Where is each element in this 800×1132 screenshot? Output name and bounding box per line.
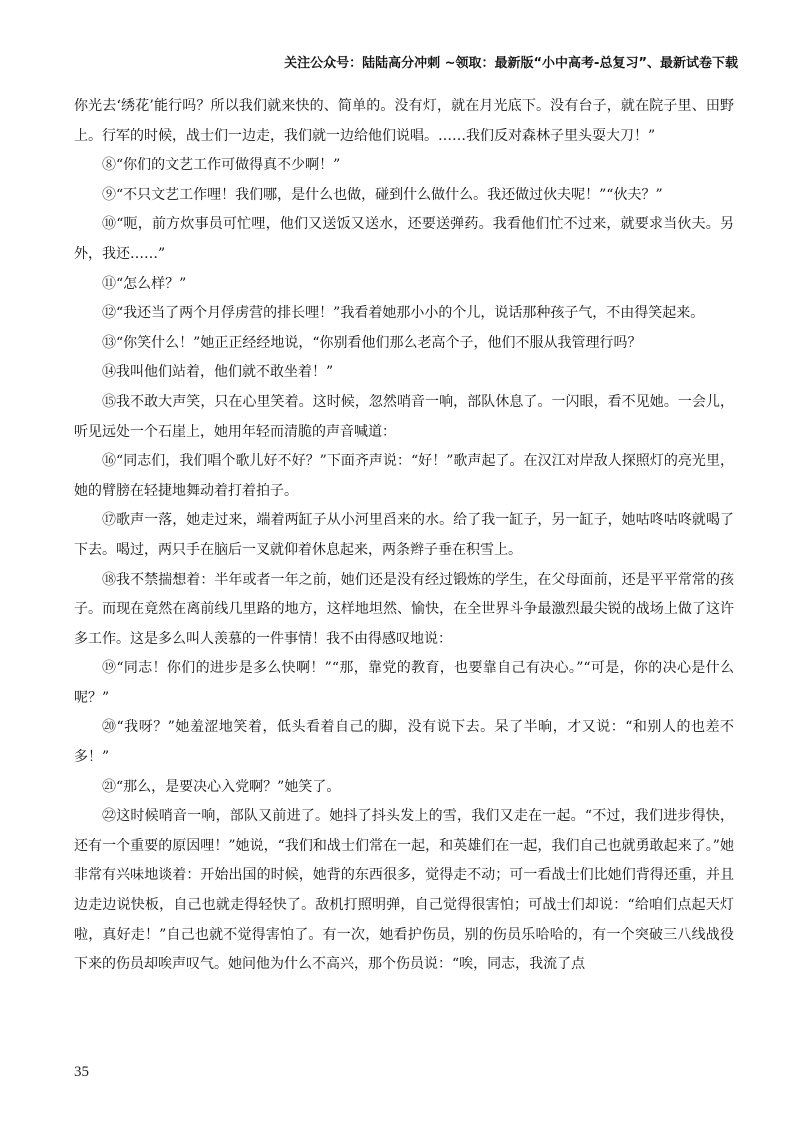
paragraph: ⑲“同志！你们的进步是多么快啊！”“那，靠党的教育，也要靠自己有决心。”“可是，你的决心是什么呢？” [74,660,734,706]
paragraph: ⑩“呃，前方炊事员可忙哩，他们又送饭又送水，还要送弹药。我看他们忙不过来，就要求当伙夫。另外，我还……” [74,216,734,262]
paragraph: ㉑“那么，是要决心入党啊？”她笑了。 [102,778,341,795]
paragraph: ⑬“你笑什么！”她正正经经地说，“你别看他们那么老高个子，他们不服从我管理行吗？ [102,334,642,351]
paragraph: ⑫“我还当了两个月俘虏营的排长哩！”我看着她那小小的个儿，说话那种孩子气，不由得笑起来。 [102,305,705,322]
paragraph: ⑰歌声一落，她走过来，端着两缸子从小河里舀来的水。给了我一缸子，另一缸子，她咕咚咕咚就喝了下去。喝过，两只手在脑后一叉就仰着休息起来，两条辫子垂在积雪上。 [74,512,734,558]
paragraph: ⑭我叫他们站着，他们就不敢坐着！” [102,364,334,381]
paragraph: ㉒这时候哨音一响，部队又前进了。她抖了抖头发上的雪，我们又走在一起。“不过，我们进步得快，还有一个重要的原因哩！”她说，“我们和战士们常在一起，和英雄们在一起，我们自己也就勇敢起来了。”她非常有兴味地谈着：开始出国的时候，她背的东西很多，觉得走不动；可一看战士们比她们背得还重，并且边走边说快板，自己也就走得轻快了。敌机打照明弹，自己觉得很害怕；可战士们却说：“给咱们点起天灯啦，真好走！”自己也就不觉得害怕了。有一次，她看护伤员，别的伤员乐哈哈的，有一个突破三八线战役下来的伤员却唉声叹气。她问他为什么不高兴，那个伤员说：“唉，同志，我流了点 [74,808,734,973]
page-header: 关注公众号：陆陆高分冲刺 ~领取：最新版“小中高考-总复习”、最新试卷下载 [284,56,738,71]
paragraph: ⑯“同志们，我们唱个歌儿好不好？”下面齐声说：“好！”歌声起了。在汉江对岸敌人探照灯的亮光里，她的臂膀在轻捷地舞动着打着拍子。 [74,453,734,499]
page-number: 35 [74,1064,89,1080]
article-body [74,92,734,980]
paragraph: ⑪“怎么样？” [102,275,187,292]
paragraph: ⑮我不敢大声笑，只在心里笑着。这时候，忽然哨音一响，部队休息了。一闪眼，看不见她。一会儿，听见远处一个石崖上，她用年轻而清脆的声音喊道： [74,393,734,440]
paragraph: ⑱我不禁揣想着：半年或者一年之前，她们还是没有经过锻炼的学生，在父母面前，还是平平常常的孩子。而现在竟然在离前线几里路的地方，这样地坦然、愉快，在全世界斗争最激烈最尖锐的战场上做了这许多工作。这是多么叫人羡慕的一件事情！我不由得感叹地说： [74,571,734,647]
paragraph: 你光去‘绣花’能行吗？所以我们就来快的、简单的。没有灯，就在月光底下。没有台子，就在院子里、田野上。行军的时候，战士们一边走，我们就一边给他们说唱。……我们反对森林子里头耍大刀！” [74,98,734,144]
paragraph: ⑨“不只文艺工作哩！我们哪，是什么也做，碰到什么做什么。我还做过伙夫呢！”“伙夫？” [102,186,663,203]
paragraph: ⑳“我呀？”她羞涩地笑着，低头看着自己的脚，没有说下去。呆了半晌，才又说：“和别人的也差不多！” [74,719,734,766]
paragraph: ⑧“你们的文艺工作可做得真不少啊！” [102,157,341,174]
